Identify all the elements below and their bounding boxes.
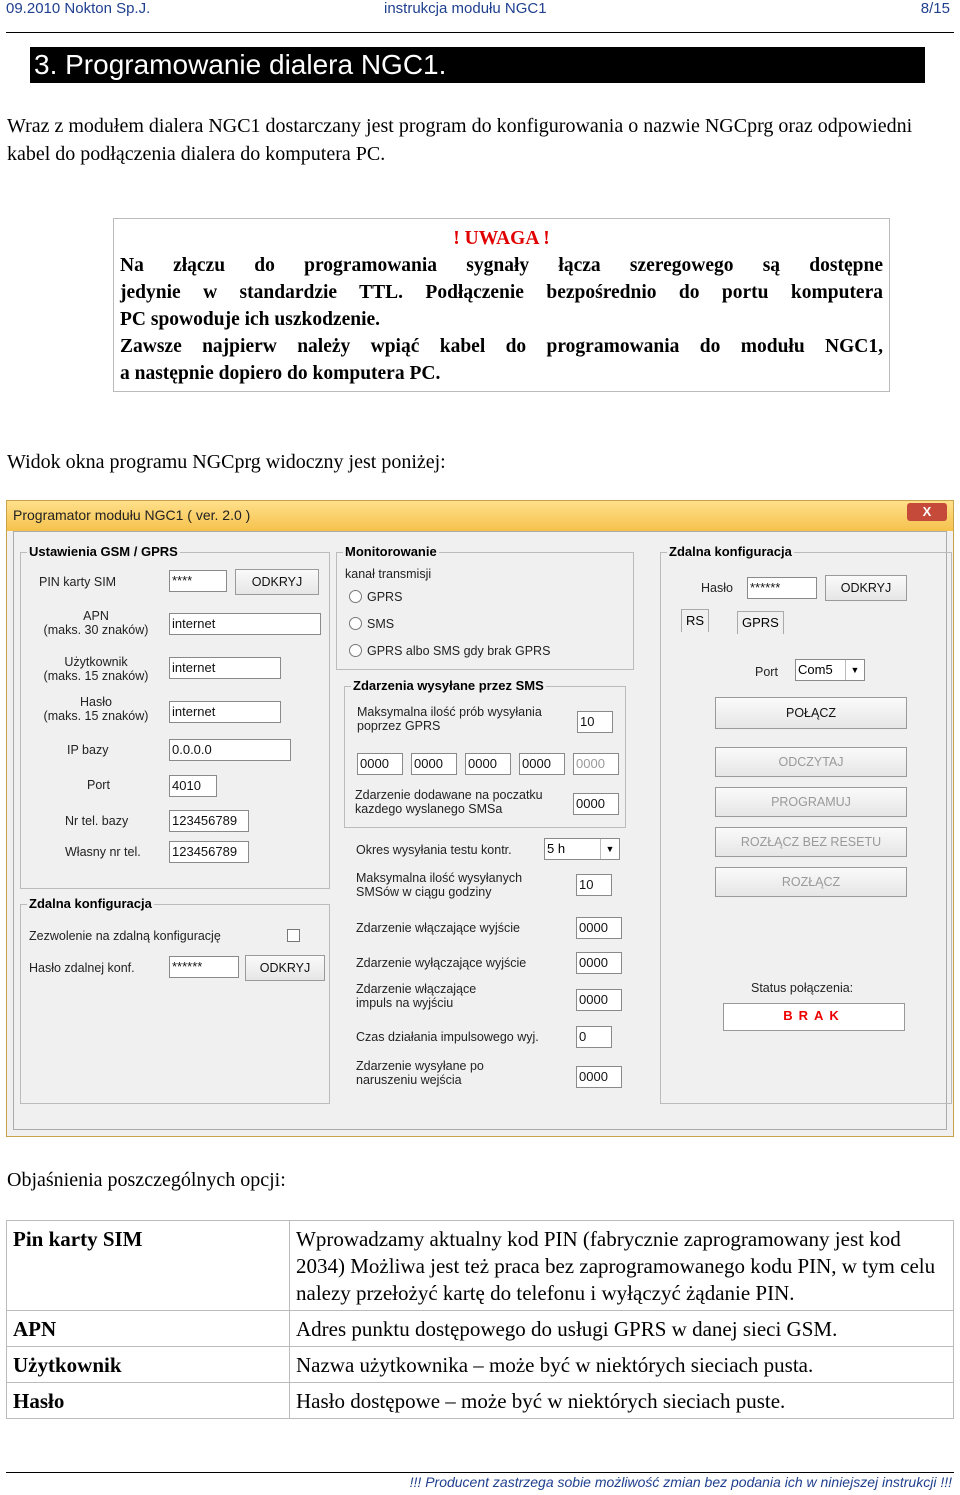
warning-line: Zawsze najpierw należy wpiąć kabel do programowania do modułu NGC1, [120,336,883,357]
password-input[interactable]: internet [169,701,281,723]
output-off-input[interactable]: 0000 [576,952,622,974]
description-cell: Wprowadzamy aktualny kod PIN (fabrycznie zaprogramowany jest kod 2034) Możliwa jest też praca bez zaprogramowanego kodu PIN, w tym celu nalezy przełożyć kartę do telefonu i wyłączyć żądanie PIN. [290,1221,954,1311]
footer-note: !!! Producent zastrzega sobie możliwość zmian bez podania ich w niniejszej instrukcji !!! [409,1474,952,1490]
program-button[interactable]: PROGRAMUJ [715,787,907,817]
remote-port-label: Port [755,665,778,679]
max-sms-label: Maksymalna ilość wysyłanych SMSów w ciągu godziny [356,871,523,899]
max-gprs-label: Maksymalna ilość prób wysyłania poprzez GPRS [357,705,542,733]
base-tel-label: Nr tel. bazy [65,814,129,828]
test-period-label: Okres wysyłania testu kontr. [356,843,512,857]
remote-port-value: Com5 [798,662,833,677]
monitoring-group [336,544,634,670]
impulse-time-label: Czas działania impulsowego wyj. [356,1030,539,1044]
radio-gprs-or-sms-label: GPRS albo SMS gdy brak GPRS [367,644,551,658]
term-cell: APN [7,1311,290,1347]
event-code-input[interactable]: 0000 [519,753,565,775]
impulse-time-input[interactable]: 0 [576,1026,612,1048]
remote-reveal-button[interactable]: ODKRYJ [245,955,325,981]
port-input[interactable]: 4010 [169,775,217,797]
warning-line: jedynie w standardzie TTL. Podłączenie bezpośrednio do portu komputera [120,282,883,303]
explanations-title: Objaśnienia poszczególnych opcji: [7,1169,286,1191]
window-titlebar [7,501,953,531]
impulse-input[interactable]: 0000 [576,989,622,1011]
window-body [13,531,947,1130]
radio-sms[interactable] [349,617,362,630]
header-divider [6,32,954,33]
term-cell: Użytkownik [7,1347,290,1383]
description-cell: Nazwa użytkownika – może być w niektórych sieciach pusta. [290,1347,954,1383]
ip-label: IP bazy [67,743,109,757]
remote-right-title: Zdalna konfiguracja [669,544,792,559]
output-off-label: Zdarzenie wyłączające wyjście [356,956,527,970]
sms-events-group [344,678,626,828]
remote-config-right-group [660,544,952,1104]
remote-right-pass-label: Hasło [701,581,733,595]
remote-right-pass-input[interactable]: ****** [747,577,817,599]
apn-label: APN (maks. 30 znaków) [43,609,149,637]
intro-paragraph: Wraz z modułem dialera NGC1 dostarczany jest program do konfigurowania o nazwie NGCprg oraz odpowiedni kabel do podłączenia dialera do komputera PC. [7,115,913,165]
remote-pass-input[interactable]: ****** [169,956,239,978]
max-gprs-input[interactable]: 10 [577,711,613,733]
output-on-input[interactable]: 0000 [576,917,622,939]
connection-status-label: Status połączenia: [751,981,854,995]
own-tel-input[interactable]: 123456789 [169,841,249,863]
view-caption: Widok okna programu NGCprg widoczny jest poniżej: [7,451,446,473]
event-code-input[interactable]: 0000 [465,753,511,775]
user-input[interactable]: internet [169,657,281,679]
monitoring-title: Monitorowanie [345,544,437,559]
radio-gprs-label: GPRS [367,590,403,604]
term-cell: Pin karty SIM [7,1221,290,1311]
radio-gprs-or-sms[interactable] [349,644,362,657]
ip-input[interactable]: 0.0.0.0 [169,739,291,761]
warning-line: PC spowoduje ich uszkodzenie. [120,309,381,330]
pin-reveal-button[interactable]: ODKRYJ [235,569,319,595]
output-on-label: Zdarzenie włączające wyjście [356,921,520,935]
header-company: 09.2010 Nokton Sp.J. [6,0,151,17]
user-label: Użytkownik (maks. 15 znaków) [43,655,149,683]
pin-input[interactable]: **** [169,570,227,592]
remote-pass-label: Hasło zdalnej konf. [29,961,135,975]
password-label: Hasło (maks. 15 znaków) [43,695,149,723]
table-row [7,1221,954,1311]
max-sms-input[interactable]: 10 [576,874,612,896]
chevron-down-icon: ▼ [600,839,619,859]
remote-left-title: Zdalna konfiguracja [29,896,152,911]
description-cell: Hasło dostępowe – może być w niektórych sieciach puste. [290,1383,954,1419]
port-label: Port [87,778,110,792]
table-row [7,1383,954,1419]
header-doc-title: instrukcja modułu NGC1 [384,0,547,17]
explanations-table [6,1220,954,1419]
pin-label: PIN karty SIM [39,575,117,589]
connection-status-value: BRAK [723,1003,905,1031]
gsm-settings-group [20,544,330,889]
table-row [7,1311,954,1347]
remote-right-reveal-button[interactable]: ODKRYJ [825,575,907,601]
page-header [6,0,950,30]
channel-label: kanał transmisji [345,567,432,581]
event-code-input[interactable]: 0000 [411,753,457,775]
remote-config-left-group [20,896,330,1104]
warning-line: a następnie dopiero do komputera PC. [120,363,441,384]
disconnect-no-reset-button[interactable]: ROZŁĄCZ BEZ RESETU [715,827,907,857]
sms-events-title: Zdarzenia wysyłane przez SMS [353,678,544,693]
table-row [7,1347,954,1383]
sms-prefix-input[interactable]: 0000 [573,793,619,815]
section-title: 3. Programowanie dialera NGC1. [30,47,925,83]
chevron-down-icon: ▼ [845,660,864,680]
own-tel-label: Własny nr tel. [65,845,141,859]
event-code-input[interactable]: 0000 [357,753,403,775]
description-cell: Adres punktu dostępowego do usługi GPRS w danej sieci GSM. [290,1311,954,1347]
warning-title: ! UWAGA ! [453,228,550,249]
term-cell: Hasło [7,1383,290,1419]
read-button[interactable]: ODCZYTAJ [715,747,907,777]
violation-input[interactable]: 0000 [576,1066,622,1088]
violation-label: Zdarzenie wysyłane po naruszeniu wejścia [356,1059,484,1087]
warning-box [113,218,890,392]
warning-line: Na złączu do programowania sygnały łącza szeregowego są dostępne [120,255,883,276]
event-code-input[interactable]: 0000 [573,753,619,775]
test-period-value: 5 h [547,841,566,856]
sms-prefix-label: Zdarzenie dodawane na poczatku kazdego wyslanego SMSa [355,788,543,816]
allow-remote-label: Zezwolenie na zdalną konfigurację [29,929,221,943]
apn-input[interactable]: internet [169,613,321,635]
close-icon[interactable]: X [907,503,947,521]
radio-sms-label: SMS [367,617,395,631]
window-title: Programator modułu NGC1 ( ver. 2.0 ) [13,507,251,523]
program-window [6,500,954,1137]
remote-port-select[interactable] [795,659,865,681]
radio-gprs[interactable] [349,590,362,603]
allow-remote-checkbox[interactable] [287,929,300,942]
tab-rs[interactable]: RS [681,609,709,632]
disconnect-button[interactable]: ROZŁĄCZ [715,867,907,897]
test-period-select[interactable] [544,838,620,860]
gsm-group-title: Ustawienia GSM / GPRS [29,544,178,559]
tab-gprs[interactable]: GPRS [737,611,784,634]
impulse-label: Zdarzenie włączające impuls na wyjściu [356,982,477,1010]
base-tel-input[interactable]: 123456789 [169,810,249,832]
footer-divider [6,1472,954,1473]
connect-button[interactable]: POŁĄCZ [715,697,907,729]
header-page-number: 8/15 [920,0,950,17]
